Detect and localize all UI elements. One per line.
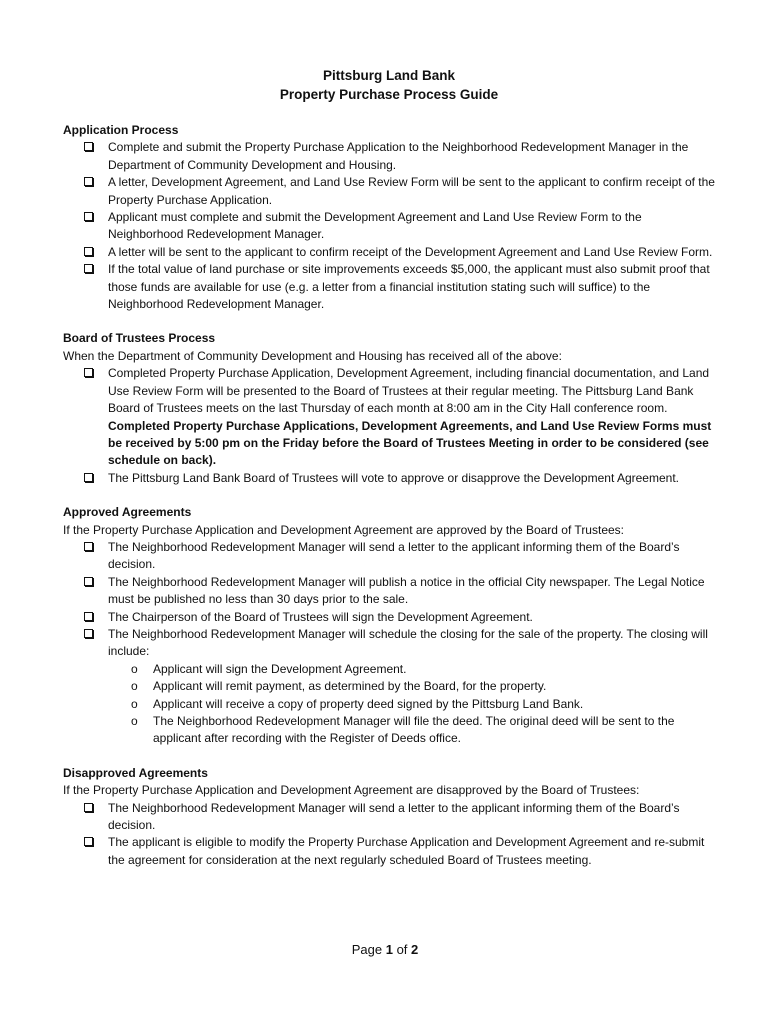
checklist-item-text: Completed Property Purchase Application, Development Agreement, including financial documentation, and Land Use Review Form will be presented to the Board of Trustees at their regular meeting. The Pittsburg Land Bank Board of Trustees meets on the last Thursday of each month at 8:00 am in the City Hall conference room. <box>108 366 710 416</box>
circle-bullet-icon: o <box>131 714 138 728</box>
circle-bullet-icon: o <box>131 679 138 694</box>
sublist-item <box>131 696 715 713</box>
checklist-item <box>108 174 715 209</box>
approved-agreements-section <box>63 504 715 748</box>
checklist-item-text: The Neighborhood Redevelopment Manager will publish a notice in the official City newspaper. The Legal Notice must be published no less than 30 days prior to the sale. <box>108 574 705 607</box>
sublist-item-text: The Neighborhood Redevelopment Manager will file the deed. The original deed will be sent to the applicant after recording with the Register of Deeds office. <box>153 714 675 746</box>
checklist-item <box>108 574 715 609</box>
document-subtitle: Property Purchase Process Guide <box>279 87 499 102</box>
checklist-item <box>108 800 715 835</box>
checkbox-icon <box>84 629 93 638</box>
disapproved-agreements-heading: Disapproved Agreements <box>63 765 208 780</box>
approved-agreements-intro: If the Property Purchase Application and Development Agreement are approved by the Board of Trustees: <box>63 522 624 537</box>
checkbox-icon <box>84 612 93 621</box>
of-label: of <box>392 942 412 957</box>
sublist-item-text: Applicant will receive a copy of property deed signed by the Pittsburg Land Bank. <box>153 696 584 711</box>
sublist-item <box>131 661 715 678</box>
circle-bullet-icon: o <box>131 661 138 676</box>
checkbox-icon <box>84 212 93 221</box>
document-title: Pittsburg Land Bank <box>322 68 455 83</box>
checklist-item-text: Complete and submit the Property Purchase Application to the Neighborhood Redevelopment Manager in the Department of Community Development and Housing. <box>108 140 689 172</box>
checklist-item <box>108 244 715 261</box>
checklist-item <box>108 365 715 469</box>
document-title-block <box>63 66 715 104</box>
disapproved-agreements-intro: If the Property Purchase Application and Development Agreement are disapproved by the Board of Trustees: <box>63 783 640 798</box>
board-process-checklist <box>63 365 715 487</box>
checkbox-icon <box>84 542 93 551</box>
checklist-item-text: The Neighborhood Redevelopment Manager will send a letter to the applicant informing them of the Board’s decision. <box>108 539 680 572</box>
approved-agreements-checklist <box>63 539 715 748</box>
disapproved-agreements-section <box>63 765 715 869</box>
circle-bullet-icon: o <box>131 696 138 711</box>
sublist-item <box>131 678 715 695</box>
page-footer <box>0 941 770 958</box>
checklist-item <box>108 626 715 748</box>
checklist-item-text: The Neighborhood Redevelopment Manager will schedule the closing for the sale of the property. The closing will include: <box>108 626 708 659</box>
checklist-item-text: If the total value of land purchase or site improvements exceeds $5,000, the applicant must also submit proof that those funds are available for use (e.g. a letter from a financial institution stating such will suffice) to the Neighborhood Redevelopment Manager. <box>108 262 710 312</box>
checkbox-icon <box>84 177 93 186</box>
total-page-number: 2 <box>411 942 419 957</box>
checkbox-icon <box>84 577 93 586</box>
sublist-item <box>131 713 715 748</box>
deadline-notice: Completed Property Purchase Applications, Development Agreements, and Land Use Review Forms must be received by 5:00 pm on the Friday before the Board of Trustees Meeting in order to be considered (see schedule on back). <box>108 418 712 468</box>
checklist-item <box>108 209 715 244</box>
checkbox-icon <box>84 803 93 812</box>
checklist-item-text: The Chairperson of the Board of Trustees will sign the Development Agreement. <box>108 609 533 624</box>
sublist-item-text: Applicant will sign the Development Agreement. <box>153 661 407 676</box>
checkbox-icon <box>84 837 93 846</box>
board-process-heading: Board of Trustees Process <box>63 331 216 346</box>
application-process-section <box>63 122 715 313</box>
checklist-item-text: The Pittsburg Land Bank Board of Trustees will vote to approve or disapprove the Development Agreement. <box>108 470 679 485</box>
checklist-item <box>108 834 715 869</box>
checklist-item <box>108 261 715 313</box>
board-process-section <box>63 330 715 487</box>
page-label: Page <box>351 942 386 957</box>
checklist-item <box>108 470 715 487</box>
board-process-intro: When the Department of Community Development and Housing has received all of the above: <box>63 348 562 363</box>
checkbox-icon <box>84 264 93 273</box>
checklist-item <box>108 539 715 574</box>
sublist-item-text: Applicant will remit payment, as determined by the Board, for the property. <box>153 679 547 694</box>
application-process-checklist <box>63 139 715 313</box>
checklist-item-text: A letter will be sent to the applicant to confirm receipt of the Development Agreement and Land Use Review Form. <box>108 244 713 259</box>
checkbox-icon <box>84 247 93 256</box>
checklist-item-text: A letter, Development Agreement, and Land Use Review Form will be sent to the applicant to confirm receipt of the Property Purchase Application. <box>108 175 715 207</box>
checklist-item-text: The Neighborhood Redevelopment Manager will send a letter to the applicant informing them of the Board’s decision. <box>108 800 680 833</box>
document-page <box>63 66 715 886</box>
closing-steps-list <box>108 661 715 748</box>
approved-agreements-heading: Approved Agreements <box>63 505 192 520</box>
disapproved-agreements-checklist <box>63 800 715 870</box>
checklist-item-text: The applicant is eligible to modify the Property Purchase Application and Development Agreement and re-submit the agreement for consideration at the next regularly scheduled Board of Trustees meeting. <box>108 835 705 867</box>
checklist-item <box>108 139 715 174</box>
current-page-number: 1 <box>385 942 393 957</box>
application-process-heading: Application Process <box>63 123 179 137</box>
checklist-item <box>108 609 715 626</box>
checkbox-icon <box>84 142 93 151</box>
checkbox-icon <box>84 473 93 482</box>
checkbox-icon <box>84 368 93 377</box>
checklist-item-text: Applicant must complete and submit the Development Agreement and Land Use Review Form to the Neighborhood Redevelopment Manager. <box>108 210 642 242</box>
